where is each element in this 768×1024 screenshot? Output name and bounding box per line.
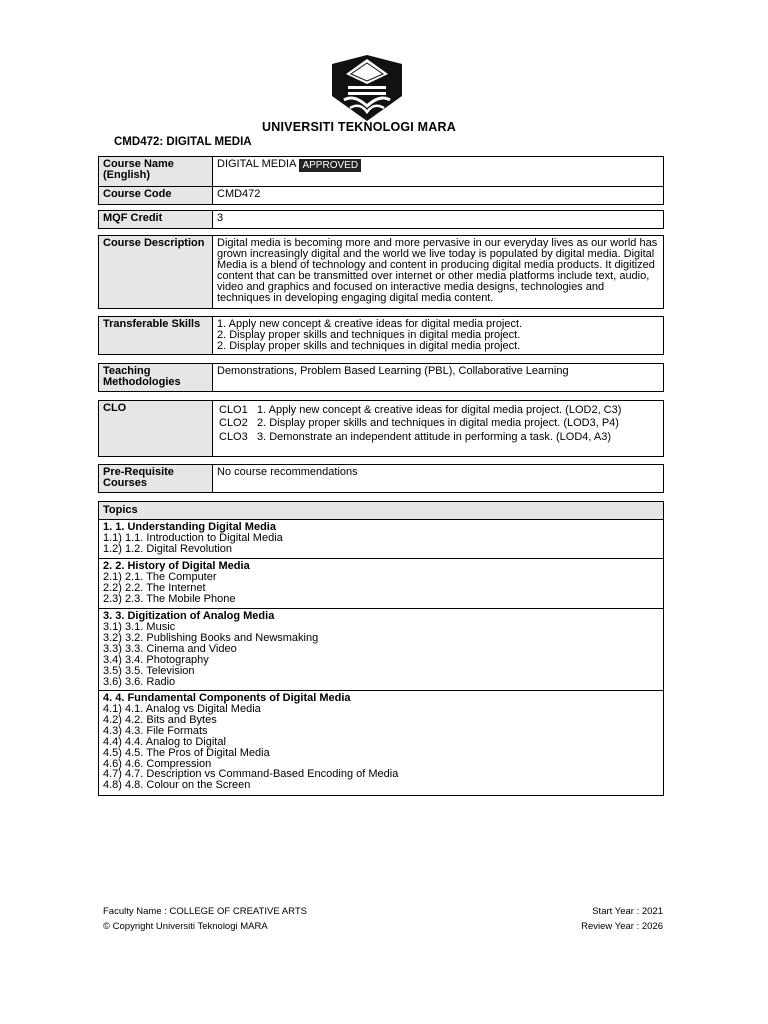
skill-item: 1. Apply new concept & creative ideas for digital media project. <box>217 318 523 330</box>
prerequisite-label: Pre-Requisite Courses <box>99 465 213 492</box>
topic-item: 4.2) 4.2. Bits and Bytes <box>103 713 217 726</box>
teaching-methodologies-value: Demonstrations, Problem Based Learning (PBL), Collaborative Learning <box>217 365 569 377</box>
clo-list <box>213 401 627 456</box>
topic-item: 1.2) 1.2. Digital Revolution <box>103 542 233 555</box>
topic-item: 4.6) 4.6. Compression <box>103 757 212 770</box>
topic-item: 4.1) 4.1. Analog vs Digital Media <box>103 703 261 715</box>
course-name-label: Course Name (English) <box>99 157 213 186</box>
topic-item: 3.3) 3.3. Cinema and Video <box>103 642 237 655</box>
topic-group <box>99 690 663 795</box>
transferable-skills-table <box>98 316 664 355</box>
topic-title: 4. 4. Fundamental Components of Digital Media <box>103 692 351 704</box>
topic-item: 3.4) 3.4. Photography <box>103 653 209 666</box>
footer-row-1 <box>103 905 663 919</box>
mqf-credit-value: 3 <box>217 212 224 224</box>
course-name-value <box>213 157 663 186</box>
course-heading: CMD472: DIGITAL MEDIA <box>114 136 252 148</box>
course-description-table <box>98 235 664 309</box>
topic-item: 3.2) 3.2. Publishing Books and Newsmaking <box>103 631 319 644</box>
topic-group <box>99 608 663 690</box>
topic-item: 3.6) 3.6. Radio <box>103 675 176 688</box>
topic-item: 2.3) 2.3. The Mobile Phone <box>103 592 236 605</box>
transferable-skills-label: Transferable Skills <box>99 317 213 354</box>
course-code-value: CMD472 <box>217 188 261 200</box>
prerequisite-table <box>98 464 664 493</box>
topic-item: 2.1) 2.1. The Computer <box>103 571 217 583</box>
prerequisite-value: No course recommendations <box>217 466 358 478</box>
clo-label: CLO <box>99 401 213 456</box>
university-logo <box>330 54 404 122</box>
clo-item <box>219 431 621 444</box>
mqf-credit-table <box>98 210 664 229</box>
clo-item <box>219 404 621 417</box>
clo-code: CLO2 <box>219 417 248 430</box>
topic-group <box>99 558 663 608</box>
teaching-methodologies-table <box>98 363 664 392</box>
transferable-skills-list <box>213 317 663 354</box>
start-year: Start Year : 2021 <box>592 906 663 917</box>
topic-item: 4.5) 4.5. The Pros of Digital Media <box>103 746 270 759</box>
course-description-label: Course Description <box>99 236 213 308</box>
clo-table <box>98 400 664 457</box>
topics-table <box>98 501 664 796</box>
topic-item: 4.4) 4.4. Analog to Digital <box>103 735 226 748</box>
clo-text: 2. Display proper skills and techniques in digital media project. (LOD3, P4) <box>257 417 619 430</box>
topics-heading: Topics <box>99 502 663 520</box>
mqf-credit-label: MQF Credit <box>99 211 213 228</box>
topic-item: 3.5) 3.5. Television <box>103 664 195 677</box>
copyright: © Copyright Universiti Teknologi MARA <box>103 921 268 932</box>
topic-item: 4.8) 4.8. Colour on the Screen <box>103 779 251 792</box>
university-name: UNIVERSITI TEKNOLOGI MARA <box>262 120 456 134</box>
teaching-methodologies-label: Teaching Methodologies <box>99 364 213 391</box>
footer-row-2 <box>103 920 663 934</box>
topic-title: 3. 3. Digitization of Analog Media <box>103 610 275 622</box>
course-name-code-table <box>98 156 664 205</box>
clo-code: CLO3 <box>219 430 248 443</box>
clo-item <box>219 417 621 430</box>
skill-item: 2. Display proper skills and techniques in digital media project. <box>217 340 521 352</box>
topic-title: 2. 2. History of Digital Media <box>103 560 250 572</box>
course-code-label: Course Code <box>99 187 213 204</box>
skill-item: 2. Display proper skills and techniques in digital media project. <box>217 329 521 341</box>
topic-item: 1.1) 1.1. Introduction to Digital Media <box>103 532 283 544</box>
clo-code: CLO1 <box>219 404 248 416</box>
topic-item: 4.3) 4.3. File Formats <box>103 724 208 737</box>
faculty-name: Faculty Name : COLLEGE OF CREATIVE ARTS <box>103 906 307 917</box>
topic-item: 2.2) 2.2. The Internet <box>103 581 206 594</box>
review-year: Review Year : 2026 <box>581 921 663 932</box>
topic-item: 3.1) 3.1. Music <box>103 621 176 633</box>
clo-text: 1. Apply new concept & creative ideas for digital media project. (LOD2, C3) <box>257 404 622 416</box>
course-name: DIGITAL MEDIA <box>217 158 297 170</box>
course-description-text: Digital media is becoming more and more pervasive in our everyday lives as our world has grown increasingly digital and the world we live today is populated by digital media. Digital Media is a blend of technology and content in producing digital media products. It digitized content that can be transmitted over internet or other media platforms include text, audio, video and graphics and focused on interactive media designs, technologies and techniques in developing engaging digital media content. <box>217 237 658 305</box>
clo-text: 3. Demonstrate an independent attitude in performing a task. (LOD4, A3) <box>257 430 612 443</box>
status-badge: APPROVED <box>299 159 361 172</box>
topic-title: 1. 1. Understanding Digital Media <box>103 521 276 533</box>
topic-item: 4.7) 4.7. Description vs Command-Based Encoding of Media <box>103 768 399 781</box>
topic-group <box>99 520 663 558</box>
